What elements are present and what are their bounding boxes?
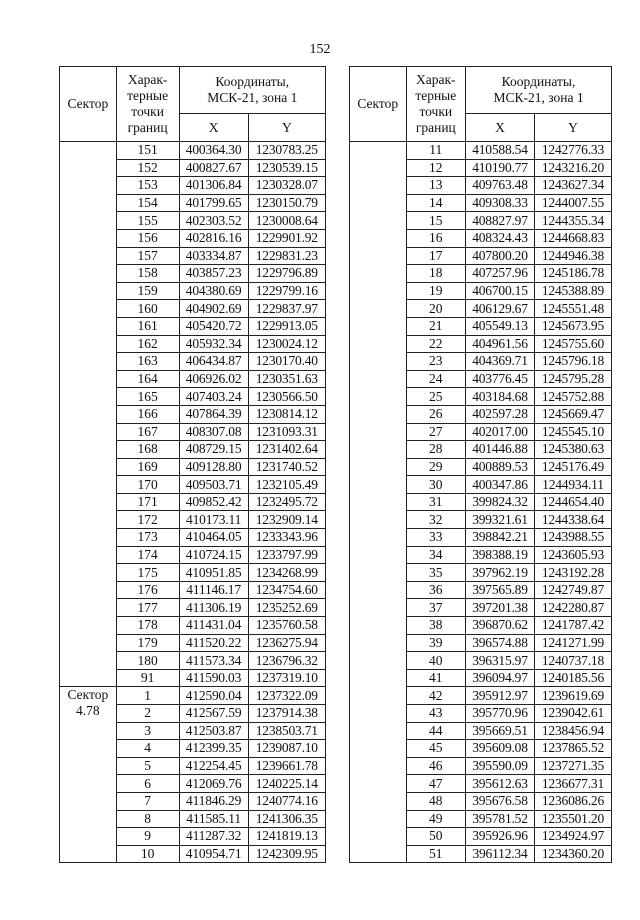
coord-y: 1244338.64	[534, 511, 611, 529]
header-sector: Сектор	[350, 67, 407, 142]
coord-y: 1234924.97	[534, 828, 611, 846]
coord-y: 1238503.71	[248, 722, 325, 740]
header-sector: Сектор	[60, 67, 117, 142]
coord-x: 407864.39	[179, 405, 248, 423]
point-number: 164	[116, 370, 179, 388]
point-number: 166	[116, 405, 179, 423]
coord-y: 1235760.58	[248, 617, 325, 635]
coord-x: 410190.77	[466, 159, 535, 177]
coord-x: 402597.28	[466, 405, 535, 423]
coord-y: 1240737.18	[534, 652, 611, 670]
coord-y: 1245752.88	[534, 388, 611, 406]
point-number: 12	[406, 159, 466, 177]
coord-x: 412503.87	[179, 722, 248, 740]
page-number: 152	[309, 42, 331, 57]
coord-x: 400347.86	[466, 476, 535, 494]
header-coordinates: Координаты, МСК-21, зона 1	[466, 67, 612, 114]
coord-y: 1244668.83	[534, 229, 611, 247]
point-number: 177	[116, 599, 179, 617]
coord-y: 1236796.32	[248, 652, 325, 670]
coord-x: 400364.30	[179, 142, 248, 160]
coord-x: 404369.71	[466, 353, 535, 371]
coord-y: 1229796.89	[248, 265, 325, 283]
coord-x: 399321.61	[466, 511, 535, 529]
coord-y: 1239087.10	[248, 740, 325, 758]
coord-y: 1232909.14	[248, 511, 325, 529]
coord-y: 1245380.63	[534, 441, 611, 459]
point-number: 154	[116, 194, 179, 212]
coord-x: 395612.63	[466, 775, 535, 793]
coord-y: 1240185.56	[534, 669, 611, 687]
table-row	[60, 687, 326, 705]
coord-y: 1242309.95	[248, 845, 325, 863]
coord-x: 406129.67	[466, 300, 535, 318]
coord-y: 1245755.60	[534, 335, 611, 353]
coord-x: 401799.65	[179, 194, 248, 212]
coord-x: 403184.68	[466, 388, 535, 406]
coord-x: 397201.38	[466, 599, 535, 617]
coord-y: 1230150.79	[248, 194, 325, 212]
point-number: 37	[406, 599, 466, 617]
point-number: 17	[406, 247, 466, 265]
coord-y: 1237865.52	[534, 740, 611, 758]
coord-y: 1237271.35	[534, 757, 611, 775]
point-number: 19	[406, 282, 466, 300]
coord-y: 1244946.38	[534, 247, 611, 265]
coord-y: 1243192.28	[534, 564, 611, 582]
point-number: 4	[116, 740, 179, 758]
coord-x: 411431.04	[179, 617, 248, 635]
point-number: 10	[116, 845, 179, 863]
point-number: 8	[116, 810, 179, 828]
coord-x: 412399.35	[179, 740, 248, 758]
coord-x: 411306.19	[179, 599, 248, 617]
point-number: 39	[406, 634, 466, 652]
point-number: 167	[116, 423, 179, 441]
coord-y: 1241819.13	[248, 828, 325, 846]
coord-x: 395669.51	[466, 722, 535, 740]
coord-y: 1230024.12	[248, 335, 325, 353]
coord-y: 1245388.89	[534, 282, 611, 300]
coord-x: 406700.15	[466, 282, 535, 300]
point-number: 51	[406, 845, 466, 863]
coord-x: 412069.76	[179, 775, 248, 793]
coord-x: 396112.34	[466, 845, 535, 863]
coord-x: 400827.67	[179, 159, 248, 177]
point-number: 22	[406, 335, 466, 353]
coord-x: 402816.16	[179, 229, 248, 247]
point-number: 11	[406, 142, 466, 160]
coord-x: 404961.56	[466, 335, 535, 353]
point-number: 36	[406, 581, 466, 599]
point-number: 176	[116, 581, 179, 599]
point-number: 16	[406, 229, 466, 247]
point-number: 18	[406, 265, 466, 283]
coord-x: 396574.88	[466, 634, 535, 652]
point-number: 38	[406, 617, 466, 635]
coord-x: 409763.48	[466, 177, 535, 195]
coord-x: 396870.62	[466, 617, 535, 635]
coord-y: 1243627.34	[534, 177, 611, 195]
coord-y: 1234360.20	[534, 845, 611, 863]
point-number: 3	[116, 722, 179, 740]
coord-x: 411585.11	[179, 810, 248, 828]
coord-y: 1242280.87	[534, 599, 611, 617]
point-number: 13	[406, 177, 466, 195]
point-number: 15	[406, 212, 466, 230]
coord-x: 395781.52	[466, 810, 535, 828]
coord-x: 397962.19	[466, 564, 535, 582]
point-number: 5	[116, 757, 179, 775]
point-number: 175	[116, 564, 179, 582]
sector-label: Сектор	[67, 687, 109, 703]
coord-y: 1232105.49	[248, 476, 325, 494]
coord-y: 1240774.16	[248, 792, 325, 810]
coord-y: 1230814.12	[248, 405, 325, 423]
coord-y: 1234268.99	[248, 564, 325, 582]
point-number: 7	[116, 792, 179, 810]
coord-x: 409503.71	[179, 476, 248, 494]
coord-y: 1245545.10	[534, 423, 611, 441]
coord-x: 395676.58	[466, 792, 535, 810]
coord-y: 1230783.25	[248, 142, 325, 160]
point-number: 27	[406, 423, 466, 441]
table-row	[60, 142, 326, 160]
point-number: 178	[116, 617, 179, 635]
header-y: Y	[534, 114, 611, 142]
coord-y: 1230539.15	[248, 159, 325, 177]
coord-y: 1234754.60	[248, 581, 325, 599]
point-number: 172	[116, 511, 179, 529]
header-y: Y	[248, 114, 325, 142]
coord-y: 1243605.93	[534, 546, 611, 564]
coord-x: 400889.53	[466, 458, 535, 476]
point-number: 153	[116, 177, 179, 195]
coord-x: 395912.97	[466, 687, 535, 705]
coord-y: 1245795.28	[534, 370, 611, 388]
coord-y: 1230170.40	[248, 353, 325, 371]
coord-x: 411573.34	[179, 652, 248, 670]
coord-y: 1229799.16	[248, 282, 325, 300]
coord-x: 411287.32	[179, 828, 248, 846]
point-number: 40	[406, 652, 466, 670]
point-number: 174	[116, 546, 179, 564]
coord-y: 1240225.14	[248, 775, 325, 793]
coord-y: 1231740.52	[248, 458, 325, 476]
point-number: 32	[406, 511, 466, 529]
point-number: 158	[116, 265, 179, 283]
point-number: 157	[116, 247, 179, 265]
point-number: 23	[406, 353, 466, 371]
coord-y: 1231093.31	[248, 423, 325, 441]
coord-x: 410173.11	[179, 511, 248, 529]
table-row	[350, 142, 612, 160]
coord-x: 409128.80	[179, 458, 248, 476]
coord-y: 1241271.99	[534, 634, 611, 652]
point-number: 29	[406, 458, 466, 476]
point-number: 20	[406, 300, 466, 318]
coord-y: 1239661.78	[248, 757, 325, 775]
coord-x: 395590.09	[466, 757, 535, 775]
point-number: 1	[116, 687, 179, 705]
coord-x: 409852.42	[179, 493, 248, 511]
sector-cell	[350, 142, 407, 863]
coord-y: 1245551.48	[534, 300, 611, 318]
point-number: 160	[116, 300, 179, 318]
coord-y: 1233797.99	[248, 546, 325, 564]
coord-x: 408307.08	[179, 423, 248, 441]
coord-x: 406926.02	[179, 370, 248, 388]
point-number: 35	[406, 564, 466, 582]
header-points: Харак- терные точки границ	[406, 67, 466, 142]
point-number: 163	[116, 353, 179, 371]
point-number: 161	[116, 317, 179, 335]
coord-x: 408324.43	[466, 229, 535, 247]
coord-x: 411590.03	[179, 669, 248, 687]
header-x: X	[179, 114, 248, 142]
coord-x: 402303.52	[179, 212, 248, 230]
point-number: 30	[406, 476, 466, 494]
point-number: 155	[116, 212, 179, 230]
coord-x: 410951.85	[179, 564, 248, 582]
coord-x: 404380.69	[179, 282, 248, 300]
coord-x: 412590.04	[179, 687, 248, 705]
coord-x: 409308.33	[466, 194, 535, 212]
coord-x: 399824.32	[466, 493, 535, 511]
point-number: 180	[116, 652, 179, 670]
coord-x: 403334.87	[179, 247, 248, 265]
coord-y: 1239619.69	[534, 687, 611, 705]
coord-y: 1244355.34	[534, 212, 611, 230]
coord-y: 1244007.55	[534, 194, 611, 212]
coord-y: 1243988.55	[534, 529, 611, 547]
point-number: 2	[116, 705, 179, 723]
coord-y: 1237914.38	[248, 705, 325, 723]
point-number: 50	[406, 828, 466, 846]
coord-y: 1236677.31	[534, 775, 611, 793]
coord-x: 398842.21	[466, 529, 535, 547]
coord-y: 1230351.63	[248, 370, 325, 388]
point-number: 33	[406, 529, 466, 547]
header-points: Харак- терные точки границ	[116, 67, 179, 142]
point-number: 34	[406, 546, 466, 564]
coord-x: 396315.97	[466, 652, 535, 670]
coord-y: 1236275.94	[248, 634, 325, 652]
point-number: 151	[116, 142, 179, 160]
point-number: 45	[406, 740, 466, 758]
coord-y: 1229913.05	[248, 317, 325, 335]
coord-x: 410464.05	[179, 529, 248, 547]
coord-x: 395770.96	[466, 705, 535, 723]
coord-y: 1229831.23	[248, 247, 325, 265]
point-number: 24	[406, 370, 466, 388]
coord-x: 403776.45	[466, 370, 535, 388]
point-number: 156	[116, 229, 179, 247]
sector-cell	[60, 687, 117, 863]
point-number: 173	[116, 529, 179, 547]
header-coordinates: Координаты, МСК-21, зона 1	[179, 67, 325, 114]
point-number: 26	[406, 405, 466, 423]
point-number: 21	[406, 317, 466, 335]
coord-y: 1245186.78	[534, 265, 611, 283]
coord-x: 402017.00	[466, 423, 535, 441]
header-x: X	[466, 114, 535, 142]
coord-y: 1229837.97	[248, 300, 325, 318]
point-number: 44	[406, 722, 466, 740]
point-number: 6	[116, 775, 179, 793]
coord-x: 397565.89	[466, 581, 535, 599]
coord-y: 1237319.10	[248, 669, 325, 687]
coord-x: 411520.22	[179, 634, 248, 652]
coord-y: 1232495.72	[248, 493, 325, 511]
coord-y: 1245176.49	[534, 458, 611, 476]
coord-y: 1235252.69	[248, 599, 325, 617]
coord-y: 1244934.11	[534, 476, 611, 494]
coord-y: 1241306.35	[248, 810, 325, 828]
coord-y: 1233343.96	[248, 529, 325, 547]
coord-x: 398388.19	[466, 546, 535, 564]
coord-x: 407403.24	[179, 388, 248, 406]
coord-x: 410954.71	[179, 845, 248, 863]
point-number: 9	[116, 828, 179, 846]
point-number: 179	[116, 634, 179, 652]
coord-x: 405932.34	[179, 335, 248, 353]
point-number: 159	[116, 282, 179, 300]
point-number: 168	[116, 441, 179, 459]
coord-x: 407257.96	[466, 265, 535, 283]
point-number: 47	[406, 775, 466, 793]
point-number: 91	[116, 669, 179, 687]
coord-y: 1235501.20	[534, 810, 611, 828]
point-number: 169	[116, 458, 179, 476]
point-number: 171	[116, 493, 179, 511]
coord-x: 395609.08	[466, 740, 535, 758]
coord-y: 1230566.50	[248, 388, 325, 406]
coord-x: 406434.87	[179, 353, 248, 371]
point-number: 49	[406, 810, 466, 828]
coord-y: 1237322.09	[248, 687, 325, 705]
coord-x: 412567.59	[179, 705, 248, 723]
point-number: 28	[406, 441, 466, 459]
coord-x: 410588.54	[466, 142, 535, 160]
coord-x: 401306.84	[179, 177, 248, 195]
coord-x: 410724.15	[179, 546, 248, 564]
coord-y: 1243216.20	[534, 159, 611, 177]
coord-x: 411846.29	[179, 792, 248, 810]
coordinates-table-left	[59, 66, 326, 863]
point-number: 165	[116, 388, 179, 406]
coord-y: 1245796.18	[534, 353, 611, 371]
sector-cell	[60, 142, 117, 687]
point-number: 41	[406, 669, 466, 687]
coord-x: 401446.88	[466, 441, 535, 459]
coord-x: 411146.17	[179, 581, 248, 599]
coord-x: 408729.15	[179, 441, 248, 459]
point-number: 42	[406, 687, 466, 705]
coord-y: 1230008.64	[248, 212, 325, 230]
point-number: 43	[406, 705, 466, 723]
coord-x: 395926.96	[466, 828, 535, 846]
coord-y: 1245673.95	[534, 317, 611, 335]
coord-y: 1242749.87	[534, 581, 611, 599]
coord-x: 412254.45	[179, 757, 248, 775]
point-number: 46	[406, 757, 466, 775]
coord-y: 1241787.42	[534, 617, 611, 635]
coordinates-table-right	[349, 66, 612, 863]
coord-y: 1242776.33	[534, 142, 611, 160]
coord-y: 1238456.94	[534, 722, 611, 740]
coord-y: 1230328.07	[248, 177, 325, 195]
point-number: 14	[406, 194, 466, 212]
point-number: 170	[116, 476, 179, 494]
coord-y: 1245669.47	[534, 405, 611, 423]
coord-y: 1239042.61	[534, 705, 611, 723]
coord-x: 403857.23	[179, 265, 248, 283]
coord-y: 1229901.92	[248, 229, 325, 247]
point-number: 162	[116, 335, 179, 353]
coord-y: 1244654.40	[534, 493, 611, 511]
coord-y: 1236086.26	[534, 792, 611, 810]
coord-x: 404902.69	[179, 300, 248, 318]
point-number: 48	[406, 792, 466, 810]
point-number: 31	[406, 493, 466, 511]
coord-y: 1231402.64	[248, 441, 325, 459]
sector-number: 4.78	[76, 703, 100, 719]
coord-x: 407800.20	[466, 247, 535, 265]
coord-x: 405420.72	[179, 317, 248, 335]
point-number: 25	[406, 388, 466, 406]
coord-x: 396094.97	[466, 669, 535, 687]
point-number: 152	[116, 159, 179, 177]
coord-x: 405549.13	[466, 317, 535, 335]
coord-x: 408827.97	[466, 212, 535, 230]
